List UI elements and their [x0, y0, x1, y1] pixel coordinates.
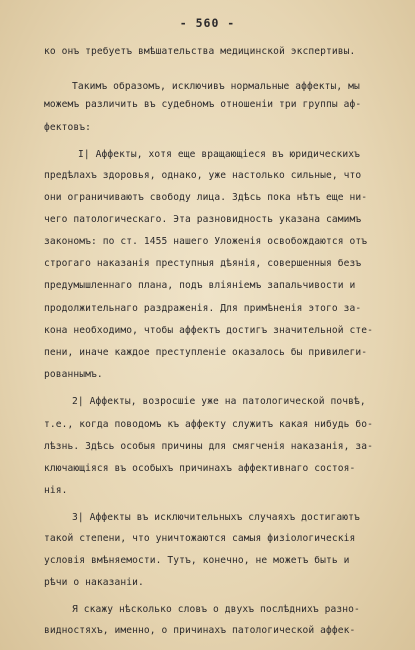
text-line: кона необходимо, чтобы аффектъ достигъ значительной сте-	[44, 325, 374, 336]
text-line: пени, иначе каждое преступленіе оказалось бы привилеги-	[44, 347, 368, 358]
text-line: условія вмѣняемости. Тутъ, конечно, не можетъ быть и	[44, 555, 350, 566]
text-line: рованнымъ.	[44, 369, 103, 380]
text-line: лѣзнь. Здѣсь особыя причины для смягченія наказанія, за-	[44, 441, 374, 452]
text-line: Я скажу нѣсколько словъ о двухъ послѣднихъ разно-	[72, 604, 360, 615]
text-line: ко онъ требуетъ вмѣшательства медицинской экспертивы.	[44, 46, 356, 57]
text-line: предумышленнаго плана, подъ вліяніемъ запальчивости и	[44, 280, 356, 291]
text-line: 3| Аффекты въ исключительныхъ случаяхъ достигаютъ	[72, 512, 360, 523]
text-line: фектовъ:	[44, 122, 92, 133]
text-line: 2| Аффекты, возросшіе уже на патологической почвѣ,	[72, 396, 366, 407]
text-line: строгаго наказанія преступныя дѣянія, совершенныя безъ	[44, 258, 362, 269]
text-line: I| Аффекты, хотя еще вращающіеся въ юридическихъ	[78, 149, 361, 160]
text-line: чего патологическаго. Эта разновидность указана самимъ	[44, 214, 362, 225]
text-line: продолжительнаго раздраженія. Для примѣненія этого за-	[44, 303, 362, 314]
text-line: закономъ: по ст. 1455 нашего Уложенія освобождаются отъ	[44, 236, 368, 247]
text-line: Такимъ образомъ, исключивъ нормальные аффекты, мы	[72, 81, 360, 92]
text-line: т.е., когда поводомъ къ аффекту служитъ какая нибудь бо-	[44, 419, 374, 430]
text-line: ключающіяся въ особыхъ причинахъ аффективнаго состоя-	[44, 463, 356, 474]
text-line: нія.	[44, 485, 68, 496]
page-number: - 560 -	[179, 16, 236, 30]
text-line: рѣчи о наказаніи.	[44, 577, 144, 588]
text-line: можемъ различить въ судебномъ отношеніи три группы аф-	[44, 99, 362, 110]
text-line: предѣлахъ здоровья, однако, уже настолько сильные, что	[44, 170, 362, 181]
text-line: такой степени, что уничтожаются самыя физіологическія	[44, 533, 356, 544]
text-line: они ограничиваютъ свободу лица. Здѣсь пока нѣтъ еще ни-	[44, 192, 368, 203]
text-line: видностяхъ, именно, о причинахъ патологической аффек-	[44, 625, 356, 636]
